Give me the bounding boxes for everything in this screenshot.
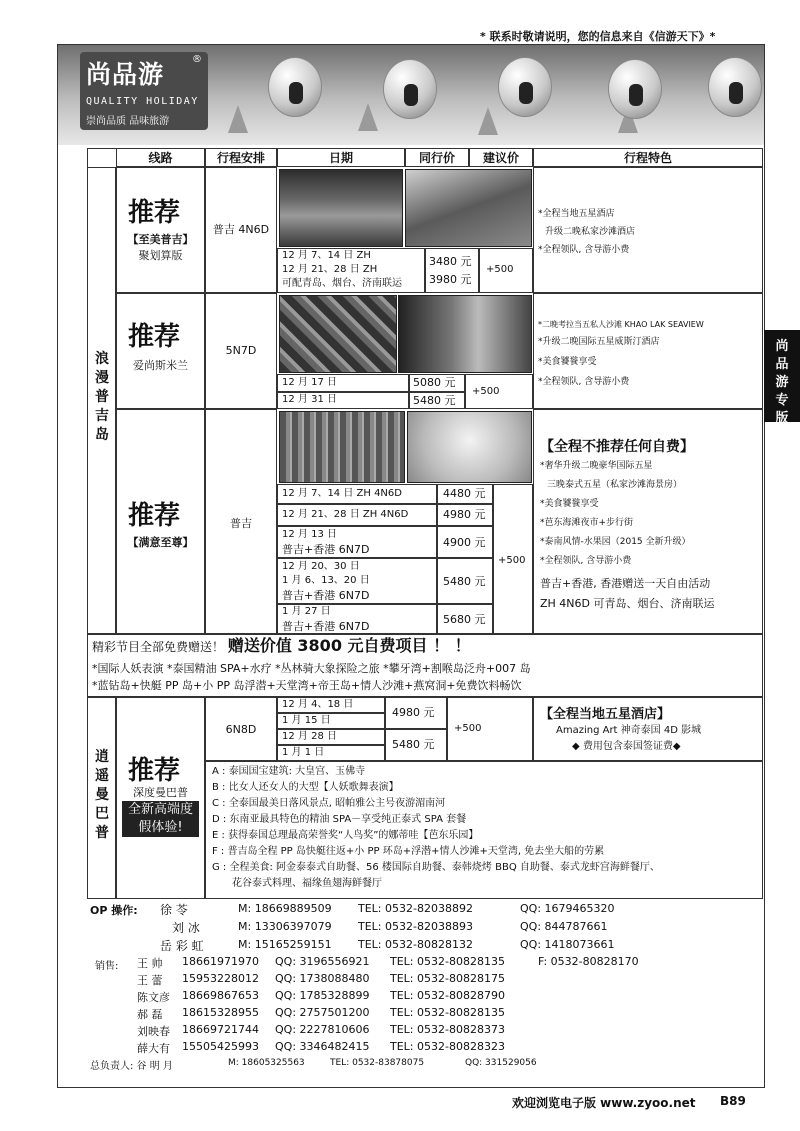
sales-name: 王 蕾 — [137, 974, 163, 987]
region-char: 岛 — [95, 427, 109, 443]
route-name: 深度曼巴普 — [133, 786, 188, 799]
recommend-label: 推荐 — [128, 501, 181, 531]
snow-globe-decoration — [268, 57, 322, 117]
gift-value: 赠送价值 3800 元自费项目 ！ ！ — [227, 636, 471, 655]
no-extra-cost-title: 【全程不推荐任何自费】 — [540, 439, 694, 455]
date-line: 普吉+香港 6N7D — [282, 589, 370, 602]
tree-decoration — [478, 107, 498, 135]
peer-price: 5680 元 — [443, 613, 486, 626]
region-char: 曼 — [95, 787, 109, 803]
sales-tel: TEL: 0532-80828323 — [390, 1040, 505, 1053]
side-tab-char: 尚 — [775, 339, 789, 354]
date-line: 12 月 20、30 日 — [282, 561, 360, 572]
suggested-markup: +500 — [472, 386, 500, 397]
region-char: 逍 — [95, 749, 109, 765]
feature-line: *全程当地五星酒店 — [538, 209, 615, 219]
sales-tel: TEL: 0532-80828175 — [390, 972, 505, 985]
sales-tel: TEL: 0532-80828373 — [390, 1023, 505, 1036]
schedule: 5N7D — [225, 344, 257, 357]
sales-qq: QQ: 1785328899 — [275, 989, 370, 1002]
op-name: 徐 苓 — [160, 903, 188, 917]
badge-line: 假体验! — [138, 820, 183, 835]
sales-name: 陈文彦 — [137, 991, 170, 1004]
recommend-label: 推荐 — [128, 322, 181, 352]
itinerary-item: G : 全程美食: 阿金泰泰式自助餐、56 楼国际自助餐、泰韩烧烤 BBQ 自助餐、泰式龙虾宫海鲜餐厅、 — [212, 862, 660, 873]
schedule: 普吉 — [230, 517, 252, 530]
premium-badge — [122, 801, 199, 837]
gift-items-line: *国际人妖表演 *泰国精油 SPA+水疗 *丛林骑大象探险之旅 *攀牙湾+割喉岛泛舟+007 岛 — [92, 662, 531, 675]
date-line: 12 月 17 日 — [282, 377, 337, 388]
op-qq: QQ: 1418073661 — [520, 938, 615, 951]
date-line: 可配青岛、烟台、济南联运 — [282, 278, 402, 289]
sales-label: 销售: — [95, 961, 119, 972]
peer-price: 3480 元 — [429, 255, 472, 268]
chief-mobile: M: 18605325563 — [228, 1058, 305, 1068]
itinerary-item: A : 泰国国宝建筑: 大皇宫、玉佛寺 — [212, 766, 366, 777]
gift-lead: 精彩节目全部免费赠送！ — [92, 640, 225, 654]
feature-line: *芭东海滩夜市+步行街 — [540, 518, 634, 528]
peer-price: 4900 元 — [443, 536, 486, 549]
region-label-phuket — [93, 350, 111, 445]
snow-globe-decoration — [708, 57, 762, 117]
op-label: OP 操作: — [90, 904, 138, 917]
seafood-photo — [279, 295, 397, 373]
sales-mobile: 18669867653 — [182, 989, 259, 1002]
date-line: 12 月 4、18 日 — [282, 699, 354, 710]
feature-line: *全程领队, 含导游小费 — [538, 377, 630, 387]
snow-globe-decoration — [383, 59, 437, 119]
sales-mobile: 15505425993 — [182, 1040, 259, 1053]
itinerary-item: C : 全泰国最美日落风景点, 昭帕雅公主号夜游湄南河 — [212, 798, 446, 809]
date-line: 12 月 13 日 — [282, 529, 337, 540]
sales-qq: QQ: 1738088480 — [275, 972, 370, 985]
sales-qq: QQ: 2227810606 — [275, 1023, 370, 1036]
header-route: 线路 — [116, 148, 205, 167]
feature-note: 普吉+香港, 香港赠送一天自由活动 — [540, 577, 711, 590]
date-line: 普吉+香港 6N7D — [282, 620, 370, 633]
feature-line: *美食饕餮享受 — [538, 357, 597, 367]
sales-name: 刘映春 — [137, 1025, 170, 1038]
region-char: 漫 — [95, 370, 109, 386]
peer-price: 4480 元 — [443, 487, 486, 500]
op-name: 刘 冰 — [172, 921, 200, 935]
date-line: 12 月 7、14 日 ZH 4N6D — [282, 488, 402, 499]
suggested-markup: +500 — [454, 723, 482, 734]
feature-line: *奢华升级二晚豪华国际五星 — [540, 461, 653, 471]
tree-decoration — [358, 103, 378, 131]
region-char: 浪 — [95, 351, 109, 367]
snow-globe-decoration — [608, 59, 662, 119]
schedule: 6N8D — [225, 723, 257, 736]
itinerary-item: 花谷泰式料理、福缘鱼翅海鲜餐厅 — [232, 878, 382, 889]
badge-line: 全新高端度 — [127, 802, 193, 817]
infinity-pool-photo — [398, 295, 532, 373]
sales-name: 薛大有 — [137, 1042, 170, 1055]
side-tab-char: 专 — [775, 393, 789, 408]
sales-mobile: 18661971970 — [182, 955, 259, 968]
route-name: 【至美普吉】 — [127, 233, 194, 246]
chief-qq: QQ: 331529056 — [465, 1058, 537, 1068]
header-schedule: 行程安排 — [205, 148, 277, 167]
header-date: 日期 — [277, 148, 405, 167]
peer-price: 5480 元 — [443, 575, 486, 588]
peer-price: 4980 元 — [443, 508, 486, 521]
sales-mobile: 18615328955 — [182, 1006, 259, 1019]
side-tab — [764, 330, 800, 426]
footer-url: 欢迎浏览电子版 www.zyoo.net — [512, 1096, 696, 1110]
resort-photo — [279, 169, 403, 247]
tree-decoration — [228, 105, 248, 133]
date-line: 普吉+香港 6N7D — [282, 543, 370, 556]
spa-photo — [407, 411, 532, 483]
five-star-title: 【全程当地五星酒店】 — [540, 707, 671, 722]
date-line: 12 月 31 日 — [282, 394, 337, 405]
gift-headline — [92, 636, 471, 657]
snow-globe-decoration — [498, 57, 552, 117]
feature-line: 三晚泰式五星（私家沙滩海景房） — [547, 480, 683, 490]
peer-price: 5480 元 — [413, 394, 456, 407]
side-tab-char: 版 — [775, 411, 789, 426]
sales-tel: TEL: 0532-80828135 — [390, 1006, 505, 1019]
logo-slogan: 崇尚品质 品味旅游 — [86, 116, 170, 127]
op-mobile: M: 13306397079 — [238, 920, 332, 933]
route-name: 爱尚斯米兰 — [133, 359, 188, 372]
recommend-label: 推荐 — [128, 756, 181, 786]
feature-line: 升级二晚私家沙滩酒店 — [545, 227, 636, 237]
logo-english: QUALITY HOLIDAY — [86, 96, 199, 107]
sales-qq: QQ: 3196556921 — [275, 955, 370, 968]
op-name: 岳 彩 虹 — [160, 939, 204, 953]
op-qq: QQ: 1679465320 — [520, 902, 615, 915]
op-mobile: M: 15165259151 — [238, 938, 332, 951]
gift-items-line: *蓝钻岛+快艇 PP 岛+小 PP 岛浮潜+天堂湾+帝王岛+情人沙滩+燕窝洞+免费饮料畅饮 — [92, 679, 522, 692]
sales-mobile: 15953228012 — [182, 972, 259, 985]
side-tab-char: 品 — [775, 357, 789, 372]
date-line: 1 月 27 日 — [282, 606, 331, 617]
region-char: 遥 — [95, 768, 109, 784]
page-number: B89 — [720, 1094, 746, 1108]
chief-tel: TEL: 0532-83878075 — [330, 1058, 425, 1068]
date-line: 1 月 15 日 — [282, 715, 331, 726]
info-source-note: * 联系时敬请说明，您的信息来自《信游天下》* — [480, 30, 716, 43]
date-line: 1 月 6、13、20 日 — [282, 575, 370, 586]
op-mobile: M: 18669889509 — [238, 902, 332, 915]
op-tel: TEL: 0532-82038892 — [358, 902, 473, 915]
peer-price: 3980 元 — [429, 273, 472, 286]
recommend-label: 推荐 — [128, 198, 181, 228]
op-qq: QQ: 844787661 — [520, 920, 608, 933]
date-line: 12 月 21、28 日 ZH 4N6D — [282, 509, 409, 520]
feature-line: *升级二晚国际五星威斯汀酒店 — [538, 337, 660, 347]
feature-line: ◆ 费用包含泰国签证费◆ — [572, 741, 681, 752]
route-name: 【满意至尊】 — [127, 536, 194, 549]
feature-line: *美食饕餮享受 — [540, 499, 599, 509]
route-subtitle: 聚划算版 — [138, 249, 183, 262]
chief-label: 总负责人: 谷 明 月 — [90, 1061, 173, 1072]
op-tel: TEL: 0532-80828132 — [358, 938, 473, 951]
sales-name: 郝 磊 — [137, 1008, 163, 1021]
sales-tel: TEL: 0532-80828790 — [390, 989, 505, 1002]
date-line: 12 月 21、28 日 ZH — [282, 264, 378, 275]
feature-line: *全程领队, 含导游小费 — [540, 556, 632, 566]
header-suggested-price: 建议价 — [469, 148, 533, 167]
date-line: 1 月 1 日 — [282, 747, 325, 758]
route-cell-p1 — [116, 167, 205, 293]
features-cell-p2 — [533, 293, 763, 409]
itinerary-item: F : 普吉岛全程 PP 岛快艇往返+小 PP 环岛+浮潜+情人沙滩+天堂湾, 免去坐大船的劳累 — [212, 846, 605, 857]
sales-tel: TEL: 0532-80828135 — [390, 955, 505, 968]
feature-note: ZH 4N6D 可青岛、烟台、济南联运 — [540, 597, 715, 610]
feature-line: *泰南风情-水果园（2015 全新升级） — [540, 537, 691, 547]
suggested-markup: +500 — [486, 264, 514, 275]
region-char: 吉 — [95, 408, 109, 424]
region-char: 普 — [95, 389, 109, 405]
header-peer-price: 同行价 — [405, 148, 469, 167]
peer-price: 5080 元 — [413, 376, 456, 389]
logo-name: 尚品游 — [86, 60, 165, 89]
snorkeling-photo — [405, 169, 532, 247]
sales-name: 王 帅 — [137, 957, 163, 970]
suggested-markup: +500 — [498, 555, 526, 566]
sales-qq: QQ: 3346482415 — [275, 1040, 370, 1053]
itinerary-item: E : 获得泰国总理最高荣誉奖“人鸟奖”的娜蒂哇【芭东乐园】 — [212, 830, 479, 841]
feature-line: *全程领队, 含导游小费 — [538, 245, 630, 255]
registered-mark: ® — [192, 54, 202, 65]
sales-fax: F: 0532-80828170 — [538, 955, 639, 968]
op-tel: TEL: 0532-82038893 — [358, 920, 473, 933]
peer-price: 5480 元 — [392, 738, 435, 751]
hotel-photo — [279, 411, 405, 483]
date-line: 12 月 7、14 日 ZH — [282, 250, 371, 261]
sales-mobile: 18669721744 — [182, 1023, 259, 1036]
date-line: 12 月 28 日 — [282, 731, 337, 742]
region-label-bangkok — [93, 748, 111, 843]
schedule: 普吉 4N6D — [212, 223, 270, 236]
itinerary-item: D : 东南亚最具特色的精油 SPA－享受纯正泰式 SPA 套餐 — [212, 814, 467, 825]
region-char: 普 — [95, 825, 109, 841]
brand-logo — [80, 52, 208, 130]
feature-line: *二晚考拉当五私人沙滩 KHAO LAK SEAVIEW — [538, 320, 704, 329]
feature-line: Amazing Art 神奇泰国 4D 影城 — [556, 725, 702, 736]
itinerary-item: B : 比女人还女人的大型【人妖歌舞表演】 — [212, 782, 399, 793]
header-features: 行程特色 — [533, 148, 763, 167]
peer-price: 4980 元 — [392, 706, 435, 719]
region-char: 巴 — [95, 806, 109, 822]
sales-qq: QQ: 2757501200 — [275, 1006, 370, 1019]
side-tab-char: 游 — [775, 375, 789, 390]
